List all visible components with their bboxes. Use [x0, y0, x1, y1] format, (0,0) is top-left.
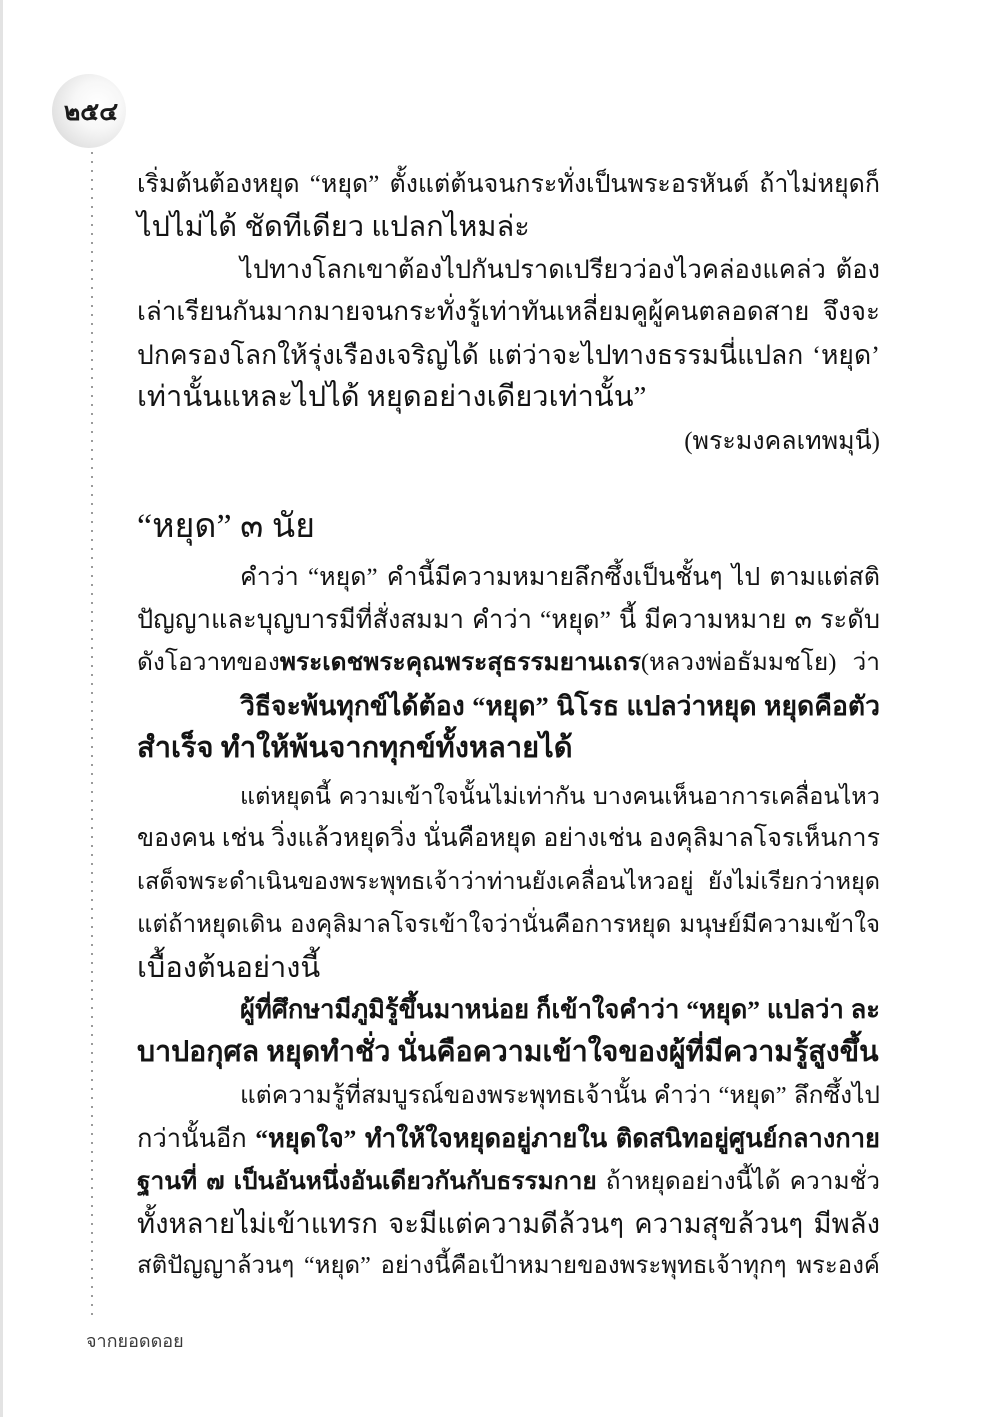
paragraph-line: ของคน เช่น วิ่งแล้วหยุดวิ่ง นั่นคือหยุด อย่างเช่น องคุลิมาลโจรเห็นการ: [137, 825, 880, 852]
line-text: ดังโอวาทของ: [137, 649, 280, 676]
quote-line: เท่านั้นแหละไปได้ หยุดอย่างเดียวเท่านั้น”: [137, 381, 647, 413]
bold-teaching-line: วิธีจะพ้นทุกข์ได้ต้อง “หยุด” นิโรธ แปลว่าหยุด หยุดคือตัว: [240, 691, 880, 721]
quote-line: ปกครองโลกให้รุ่งเรืองเจริญได้ แต่ว่าจะไปทางธรรมนี่แปลก ‘หยุด’: [137, 340, 880, 370]
paragraph-line: ทั้งหลายไม่เข้าแทรก จะมีแต่ความดีล้วนๆ ความสุขล้วนๆ มีพลัง: [137, 1208, 880, 1239]
bold-emphasis: ฐานที่ ๗ เป็นอันหนึ่งอันเดียวกันกับธรรมกาย: [137, 1168, 597, 1195]
section-heading: “หยุด” ๓ นัย: [137, 508, 316, 545]
bold-teaching-line: ผู้ที่ศึกษามีภูมิรู้ขึ้นมาหน่อย ก็เข้าใจคำว่า “หยุด” แปลว่า ละ: [240, 995, 880, 1024]
paragraph-line: [137, 1118, 880, 1160]
page-edge: [0, 0, 3, 1417]
paragraph-line: [137, 642, 880, 684]
line-text: (หลวงพ่อธัมมชโย) ว่า: [640, 649, 880, 676]
line-text: กว่านั้นอีก: [137, 1124, 256, 1153]
quote-line: เริ่มต้นต้องหยุด “หยุด” ตั้งแต่ต้นจนกระทั่งเป็นพระอรหันต์ ถ้าไม่หยุดก็: [137, 171, 880, 198]
bold-emphasis: “หยุดใจ” ทำให้ใจหยุดอยู่ภายใน ติดสนิทอยู่ศูนย์กลางกาย: [255, 1124, 880, 1153]
quote-line: ไปทางโลกเขาต้องไปกันปราดเปรียวว่องไวคล่องแคล่ว ต้อง: [240, 255, 880, 284]
bold-teaching-line: สำเร็จ ทำให้พ้นจากทุกข์ทั้งหลายได้: [137, 732, 573, 764]
line-text: ถ้าหยุดอย่างนี้ได้ ความชั่ว: [596, 1168, 881, 1195]
paragraph-line: แต่ความรู้ที่สมบูรณ์ของพระพุทธเจ้านั้น คำว่า “หยุด” ลึกซึ้งไป: [240, 1082, 880, 1109]
page-number-badge: [52, 74, 126, 148]
paragraph-line: เสด็จพระดำเนินของพระพุทธเจ้าว่าท่านยังเคลื่อนไหวอยู่ ยังไม่เรียกว่าหยุด: [137, 869, 880, 895]
bold-teaching-line: บาปอกุศล หยุดทำชั่ว นั่นคือความเข้าใจของผู้ที่มีความรู้สูงขึ้น: [137, 1037, 879, 1068]
paragraph-line: คำว่า “หยุด” คำนี้มีความหมายลึกซึ้งเป็นชั้นๆ ไป ตามแต่สติ: [240, 564, 880, 591]
quote-attribution: (พระมงคลเทพมุนี): [684, 428, 880, 455]
quote-line: เล่าเรียนกันมากมายจนกระทั่งรู้เท่าทันเหลี่ยมคูผู้คนตลอดสาย จึงจะ: [137, 297, 880, 326]
paragraph-line: เบื้องต้นอย่างนี้: [137, 952, 321, 984]
running-footer: จากยอดดอย: [86, 1331, 184, 1352]
paragraph-line: สติปัญญาล้วนๆ “หยุด” อย่างนี้คือเป้าหมายของพระพุทธเจ้าทุกๆ พระองค์: [137, 1253, 880, 1279]
page-number: ๒๕๔: [63, 97, 119, 126]
paragraph-line: แต่หยุดนี้ ความเข้าใจนั้นไม่เท่ากัน บางคนเห็นอาการเคลื่อนไหว: [240, 784, 880, 810]
dotted-margin-rule: [91, 152, 93, 1322]
quote-line: ไปไม่ได้ ชัดทีเดียว แปลกไหมล่ะ: [137, 211, 530, 243]
paragraph-line: ปัญญาและบุญบารมีที่สั่งสมมา คำว่า “หยุด” นี้ มีความหมาย ๓ ระดับ: [137, 605, 880, 634]
monk-title-bold: พระเดชพระคุณพระสุธรรมยานเถร: [279, 649, 641, 676]
paragraph-line: แต่ถ้าหยุดเดิน องคุลิมาลโจรเข้าใจว่านั่นคือการหยุด มนุษย์มีความเข้าใจ: [137, 912, 880, 938]
paragraph-line: [137, 1161, 880, 1203]
